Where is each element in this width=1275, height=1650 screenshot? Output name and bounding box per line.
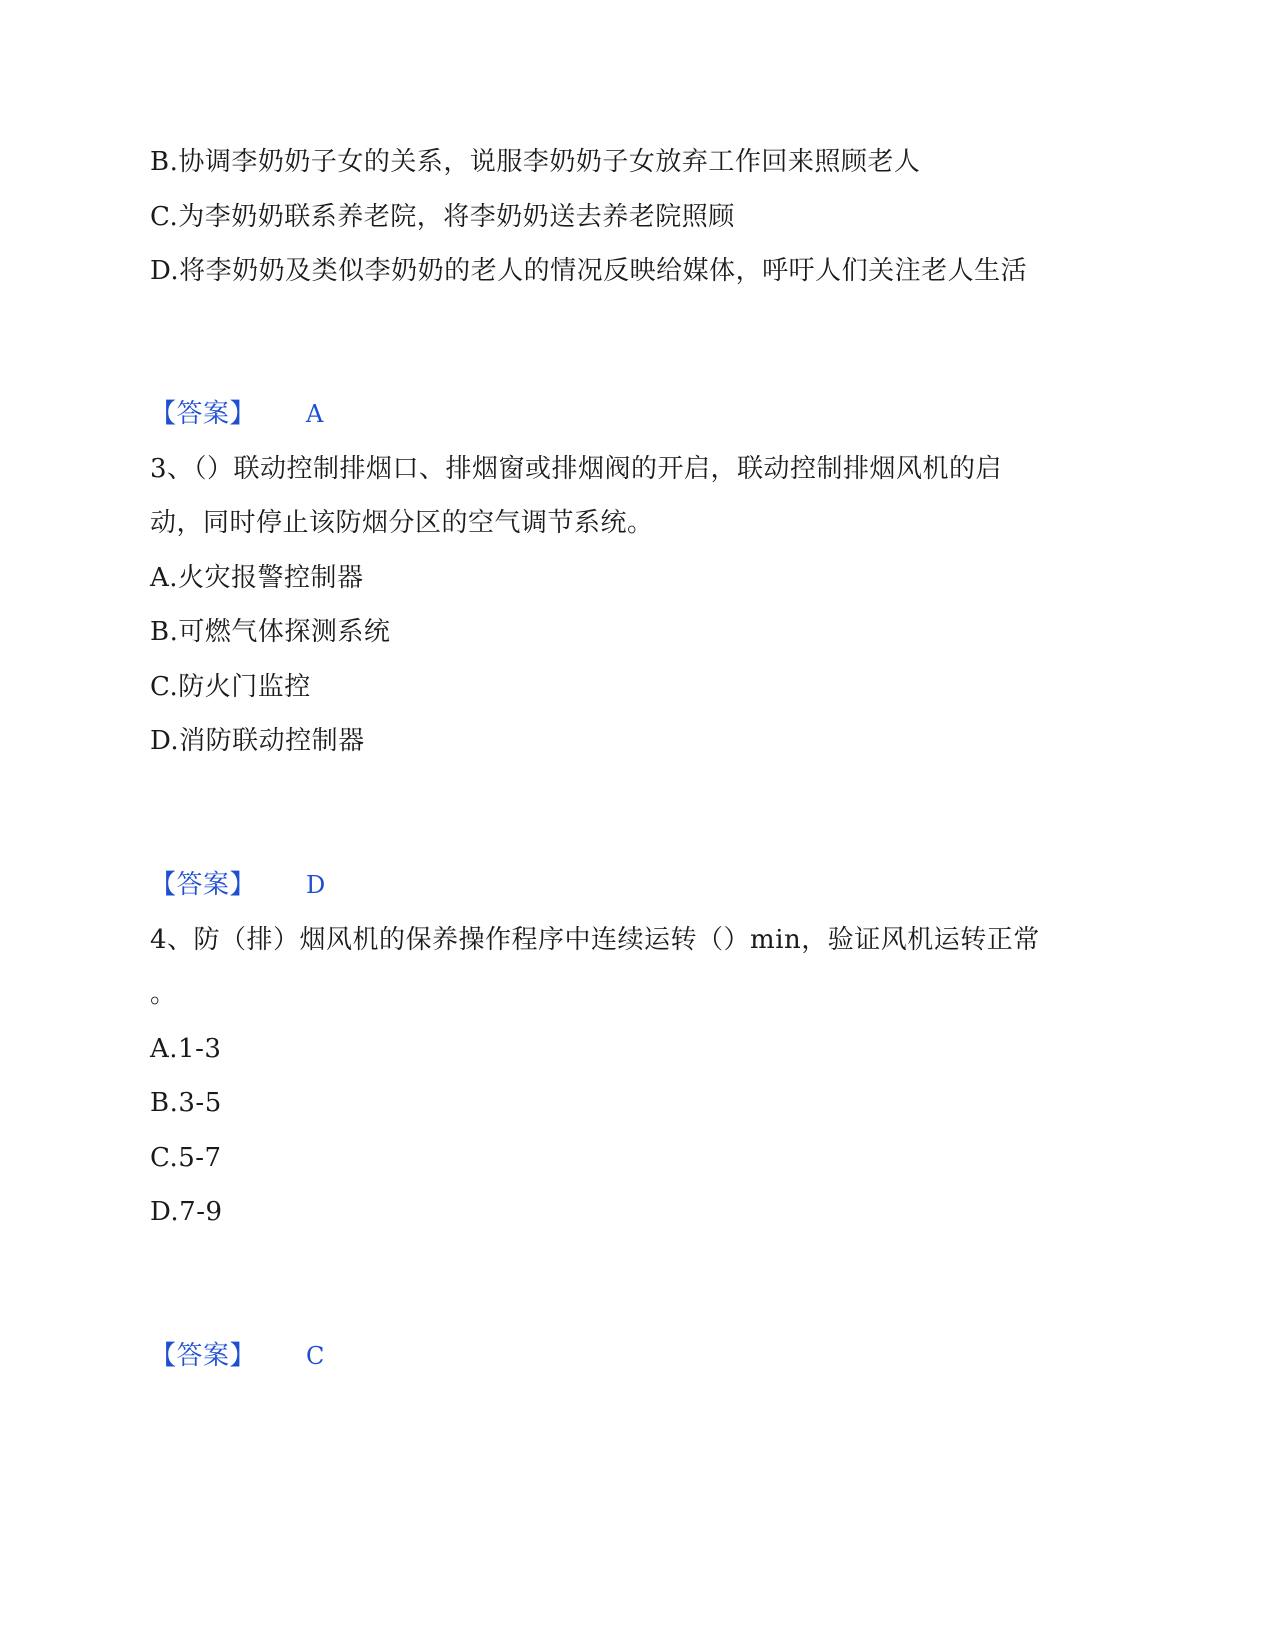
q3-stem-line1: 3、（）联动控制排烟口、排烟窗或排烟阀的开启，联动控制排烟风机的启 [150, 454, 1003, 484]
q3-answer-value: D [306, 871, 326, 899]
q4-answer-value: C [306, 1342, 325, 1370]
q2-option-c: C.为李奶奶联系养老院，将李奶奶送去养老院照顾 [150, 202, 735, 232]
q3-option-b: B.可燃气体探测系统 [150, 617, 391, 647]
q3-option-d: D.消防联动控制器 [150, 726, 365, 756]
q2-option-b: B.协调李奶奶子女的关系，说服李奶奶子女放弃工作回来照顾老人 [150, 147, 921, 177]
q4-option-c: C.5-7 [150, 1143, 222, 1173]
q3-option-c: C.防火门监控 [150, 672, 311, 702]
q3-answer-label: 【答案】 [150, 870, 257, 900]
q2-answer-label: 【答案】 [150, 399, 257, 429]
q4-option-b: B.3-5 [150, 1088, 222, 1118]
q4-stem-line1: 4、防（排）烟风机的保养操作程序中连续运转（）min，验证风机运转正常 [150, 925, 1040, 955]
q3-option-a: A.火灾报警控制器 [150, 563, 364, 593]
q4-answer-label: 【答案】 [150, 1341, 257, 1371]
q2-option-d: D.将李奶奶及类似李奶奶的老人的情况反映给媒体，呼吁人们关注老人生活 [150, 256, 1028, 286]
q4-option-d: D.7-9 [150, 1197, 223, 1227]
q3-stem-line2: 动，同时停止该防烟分区的空气调节系统。 [150, 508, 654, 538]
q2-answer-value: A [306, 400, 324, 428]
q4-option-a: A.1-3 [150, 1034, 222, 1064]
q4-stem-line2: 。 [150, 979, 177, 1009]
